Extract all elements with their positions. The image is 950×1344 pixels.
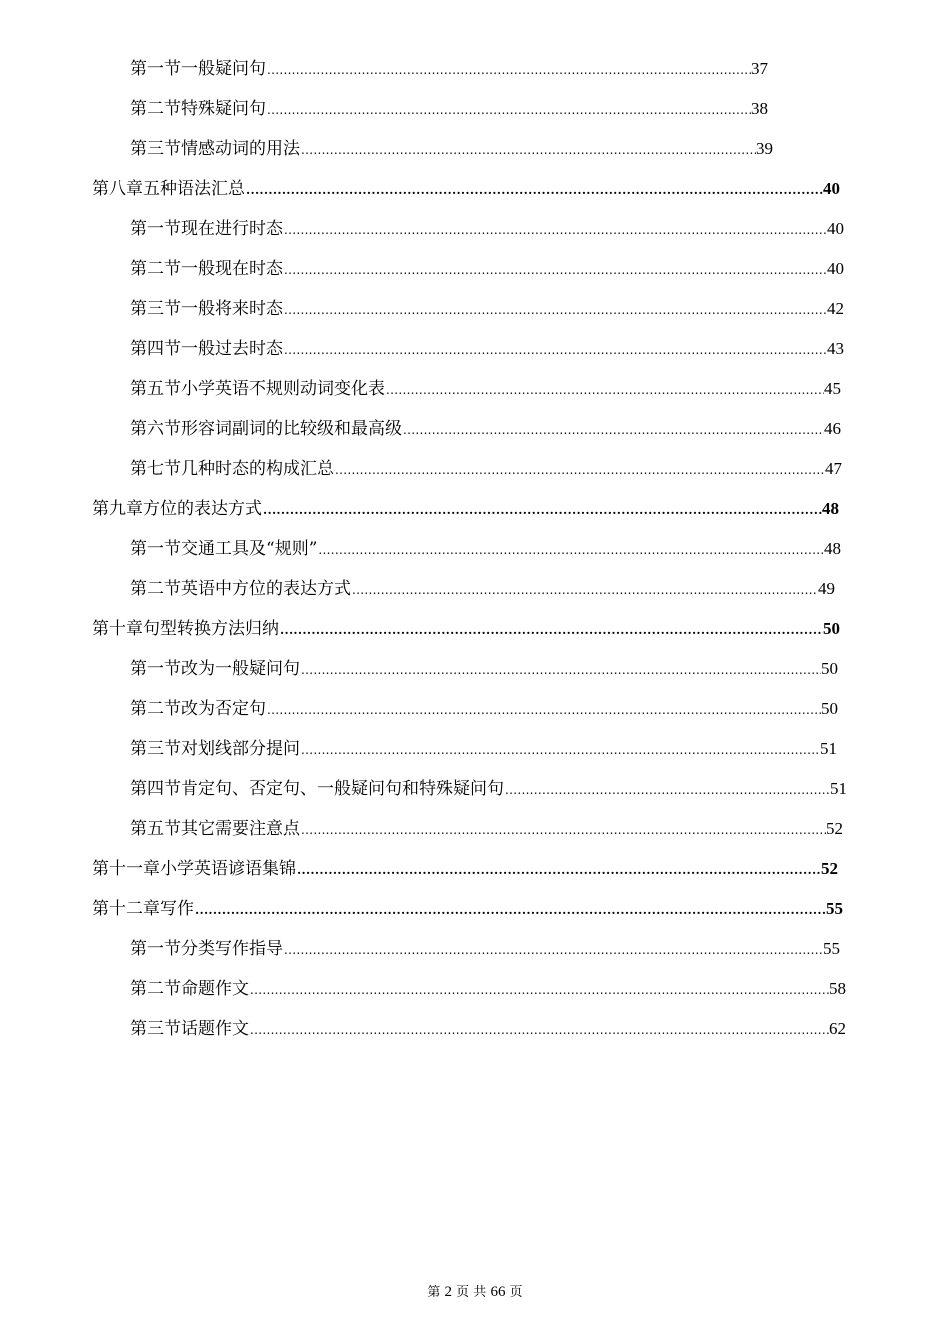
toc-entry[interactable] [130,1017,846,1041]
toc-leader-dots [301,138,756,162]
footer-total-pages: 66 [490,1284,506,1300]
toc-entry-page: 43 [827,339,844,358]
toc-entry[interactable] [130,97,768,121]
toc-entry-number: 第一节 [130,219,181,239]
toc-leader-dots [267,58,751,82]
toc-leader-dots [267,698,821,722]
toc-entry-page: 42 [827,299,844,318]
toc-entry-page: 48 [824,539,841,558]
toc-entry-page: 45 [824,379,841,398]
toc-entry-number: 第二节 [130,579,181,599]
toc-entry-title: 情感动词的用法 [181,139,300,159]
toc-entry-number: 第二节 [130,699,181,719]
toc-entry-page: 37 [751,59,768,78]
toc-leader-dots [263,498,822,522]
toc-entry[interactable] [130,457,842,481]
footer-current-page: 2 [444,1284,453,1300]
toc-entry-page: 51 [820,739,837,758]
toc-entry-title: 改为一般疑问句 [181,659,300,679]
toc-entry-number: 第六节 [130,419,181,439]
toc-chapter-number: 第八章 [92,179,143,199]
toc-entry-title: 特殊疑问句 [181,99,266,119]
toc-entry[interactable] [130,777,847,801]
toc-chapter-number: 第九章 [92,499,143,519]
toc-entry-page: 49 [818,579,835,598]
toc-chapter-number: 第十章 [92,619,143,639]
toc-chapter-page: 50 [823,619,840,638]
toc-leader-dots [386,378,824,402]
toc-entry-page: 55 [823,939,840,958]
toc-entry-number: 第一节 [130,59,181,79]
toc-leader-dots [195,898,826,922]
toc-entry-title: 小学英语不规则动词变化表 [181,379,385,399]
toc-entry-title: 其它需要注意点 [181,819,300,839]
toc-chapter-title: 写作 [160,899,194,919]
toc-entry-number: 第五节 [130,379,181,399]
toc-entry-number: 第三节 [130,739,181,759]
toc-entry-number: 第一节 [130,939,181,959]
toc-entry[interactable] [130,937,840,961]
toc-leader-dots [284,218,827,242]
toc-leader-dots [284,258,827,282]
toc-entry[interactable] [130,337,844,361]
toc-entry[interactable] [130,697,838,721]
toc-leader-dots [267,98,751,122]
toc-leader-dots [284,298,827,322]
toc-entry[interactable] [130,577,835,601]
toc-entry-title: 改为否定句 [181,699,266,719]
toc-leader-dots [284,938,823,962]
toc-chapter-page: 55 [826,899,843,918]
footer-middle: 页 共 [456,1285,487,1300]
toc-leader-dots [403,418,824,442]
toc-entry-title: 交通工具及“规则” [181,539,318,559]
toc-leader-dots [301,658,821,682]
toc-entry-title: 现在进行时态 [181,219,283,239]
toc-chapter-entry[interactable] [92,497,839,521]
toc-entry-page: 50 [821,659,838,678]
toc-chapter-entry[interactable] [92,617,840,641]
toc-leader-dots [301,738,820,762]
toc-leader-dots [250,1018,829,1042]
toc-leader-dots [280,618,823,642]
toc-entry-title: 对划线部分提问 [181,739,300,759]
toc-entry-number: 第五节 [130,819,181,839]
toc-entry-title: 分类写作指导 [181,939,283,959]
toc-entry[interactable] [130,817,843,841]
toc-chapter-title: 句型转换方法归纳 [143,619,279,639]
toc-leader-dots [297,858,821,882]
toc-chapter-title: 五种语法汇总 [143,179,245,199]
toc-entry-title: 肯定句、否定句、一般疑问句和特殊疑问句 [181,779,504,799]
toc-entry-number: 第三节 [130,1019,181,1039]
toc-entry-page: 62 [829,1019,846,1038]
toc-entry[interactable] [130,657,838,681]
toc-entry[interactable] [130,257,844,281]
toc-entry-title: 形容词副词的比较级和最高级 [181,419,402,439]
toc-entry[interactable] [130,537,841,561]
toc-entry-page: 47 [825,459,842,478]
footer-suffix: 页 [509,1285,523,1300]
toc-entry[interactable] [130,137,773,161]
toc-entry-title: 一般将来时态 [181,299,283,319]
toc-entry-page: 46 [824,419,841,438]
toc-entry-number: 第一节 [130,539,181,559]
toc-entry-page: 50 [821,699,838,718]
footer-prefix: 第 [427,1285,441,1300]
toc-chapter-page: 40 [823,179,840,198]
toc-entry[interactable] [130,737,837,761]
toc-entry-title: 话题作文 [181,1019,249,1039]
toc-entry[interactable] [130,297,844,321]
toc-entry-page: 38 [751,99,768,118]
toc-leader-dots [318,538,824,562]
toc-leader-dots [301,818,826,842]
toc-entry-number: 第四节 [130,339,181,359]
toc-entry[interactable] [130,217,844,241]
toc-entry-page: 52 [826,819,843,838]
toc-chapter-number: 第十二章 [92,899,160,919]
toc-leader-dots [505,778,830,802]
toc-entry-number: 第一节 [130,659,181,679]
toc-chapter-title: 小学英语谚语集锦 [160,859,296,879]
toc-entry-number: 第二节 [130,259,181,279]
toc-entry-number: 第七节 [130,459,181,479]
toc-entry-title: 命题作文 [181,979,249,999]
toc-entry-number: 第三节 [130,139,181,159]
toc-entry-number: 第二节 [130,979,181,999]
toc-entry-title: 一般疑问句 [181,59,266,79]
toc-leader-dots [352,578,818,602]
toc-chapter-title: 方位的表达方式 [143,499,262,519]
toc-entry-page: 40 [827,259,844,278]
toc-entry-title: 一般现在时态 [181,259,283,279]
toc-entry-title: 一般过去时态 [181,339,283,359]
toc-entry-number: 第四节 [130,779,181,799]
toc-entry-page: 39 [756,139,773,158]
toc-leader-dots [250,978,829,1002]
toc-chapter-number: 第十一章 [92,859,160,879]
toc-entry[interactable] [130,377,841,401]
toc-entry-title: 几种时态的构成汇总 [181,459,334,479]
toc-leader-dots [246,178,823,202]
toc-chapter-entry[interactable] [92,177,840,201]
toc-entry-page: 58 [829,979,846,998]
toc-entry-page: 40 [827,219,844,238]
toc-chapter-page: 48 [822,499,839,518]
toc-entry[interactable] [130,977,846,1001]
toc-entry-number: 第三节 [130,299,181,319]
toc-chapter-page: 52 [821,859,838,878]
toc-entry[interactable] [130,417,841,441]
toc-entry-page: 51 [830,779,847,798]
toc-leader-dots [284,338,827,362]
toc-chapter-entry[interactable] [92,857,838,881]
toc-leader-dots [335,458,825,482]
page-footer [0,1282,950,1303]
toc-entry-title: 英语中方位的表达方式 [181,579,351,599]
toc-entry[interactable] [130,57,768,81]
toc-entry-number: 第二节 [130,99,181,119]
toc-chapter-entry[interactable] [92,897,843,921]
